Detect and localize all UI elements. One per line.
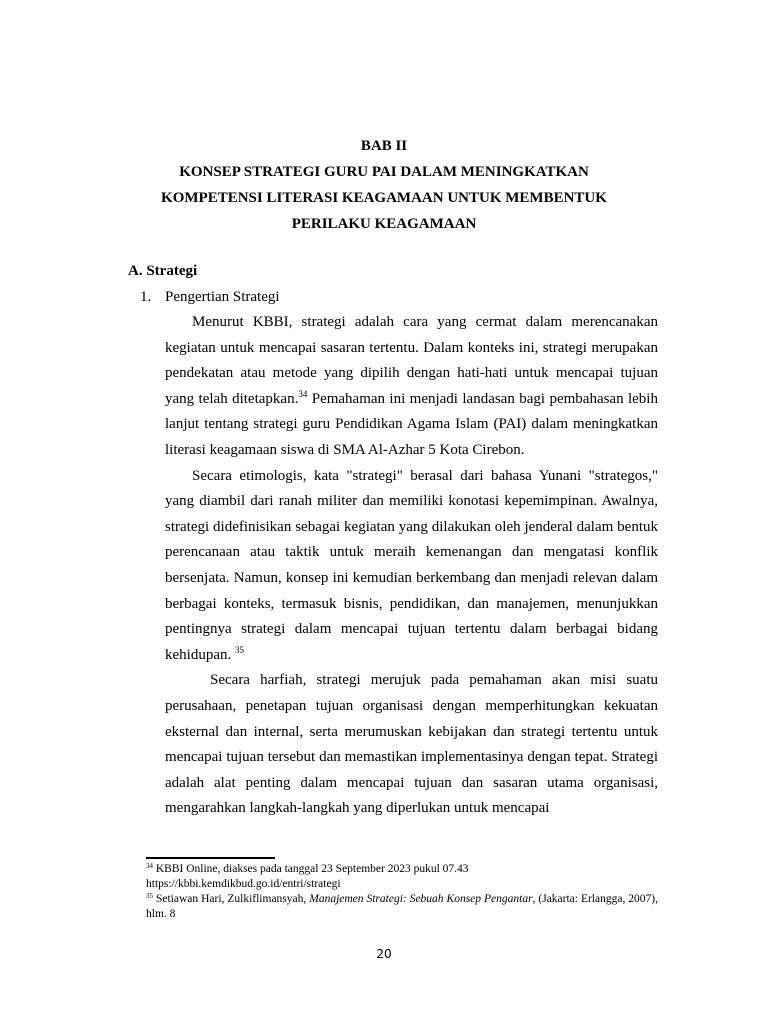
subsection-number: 1. [140, 289, 152, 305]
footnote-34-text: KBBI Online, diakses pada tanggal 23 September 2023 pukul 07.43 [155, 863, 469, 875]
footnote-35-title: Manajemen Strategi: Sebuah Konsep Pengantar [309, 893, 533, 905]
footnote-34-number: 34 [146, 862, 153, 870]
footnote-ref-34: 34 [298, 388, 308, 399]
footnote-35-number: 35 [146, 892, 153, 900]
footnote-35 [146, 892, 658, 922]
paragraph-1-text-a: Menurut KBBI, strategi adalah cara yang cermat dalam merencanakan kegiatan untuk mencapai sasaran tertentu. Dalam konteks ini, strategi merupakan pendekatan atau metode yang dipilih dengan hati-hati untuk mencapai tujuan yang telah ditetapkan. [165, 314, 658, 407]
paragraph-1 [165, 310, 658, 464]
footnote-ref-35: 35 [234, 644, 244, 655]
footnote-35-rest: , (Jakarta: Erlangga, 2007), hlm. 8 [146, 893, 658, 920]
paragraph-3: Secara harfiah, strategi merujuk pada pemahaman akan misi suatu perusahaan, penetapan tujuan organisasi dengan memperhitungkan kekuatan eksternal dan internal, serta merumuskan kebijakan dan strategi tertentu untuk mencapai tujuan tersebut dan memastikan implementasinya dengan tepat. Strategi adalah alat penting dalam mencapai tujuan dan sasaran utama organisasi, mengarahkan langkah-langkah yang diperlukan untuk mencapai [165, 672, 658, 817]
chapter-heading [0, 133, 768, 237]
chapter-title-line-2: KOMPETENSI LITERASI KEAGAMAAN UNTUK MEMBENTUK [161, 190, 607, 206]
page-number: 20 [376, 947, 392, 961]
footnote-34-url: https://kbbi.kemdikbud.go.id/entri/strategi [146, 878, 341, 890]
paragraph-1-text-b: Pemahaman ini menjadi landasan bagi pembahasan lebih lanjut tentang strategi guru Pendidikan Agama Islam (PAI) dalam meningkatkan literasi keagamaan siswa di SMA Al-Azhar 5 Kota Cirebon. [165, 390, 658, 458]
footnote-34 [146, 862, 658, 892]
subsection-title: Pengertian Strategi [165, 289, 280, 305]
footnote-35-author: Setiawan Hari, Zulkiflimansyah, [155, 893, 310, 905]
footnote-separator [146, 857, 275, 859]
chapter-title-line-3: PERILAKU KEAGAMAAN [291, 216, 477, 232]
subsection-heading [140, 286, 280, 308]
chapter-title-line-1: KONSEP STRATEGI GURU PAI DALAM MENINGKATKAN [179, 164, 589, 180]
paragraph-2 [165, 464, 658, 669]
paragraph-2-text: Secara etimologis, kata "strategi" berasal dari bahasa Yunani "strategos," yang diambil dari ranah militer dan memiliki konotasi kepemimpinan. Awalnya, strategi didefinisikan sebagai kegiatan yang dilakukan oleh jenderal dalam bentuk perencanaan atau taktik untuk meraih kemenangan dan mengatasi konflik bersenjata. Namun, konsep ini kemudian berkembang dan menjadi relevan dalam berbagai konteks, termasuk bisnis, pendidikan, dan manajemen, menunjukkan pentingnya strategi dalam mencapai tujuan tertentu dalam berbagai bidang kehidupan. [165, 467, 658, 663]
body-text [165, 310, 658, 822]
section-heading: A. Strategi [128, 263, 198, 279]
chapter-label: BAB II [360, 138, 408, 154]
footnotes [146, 862, 658, 922]
